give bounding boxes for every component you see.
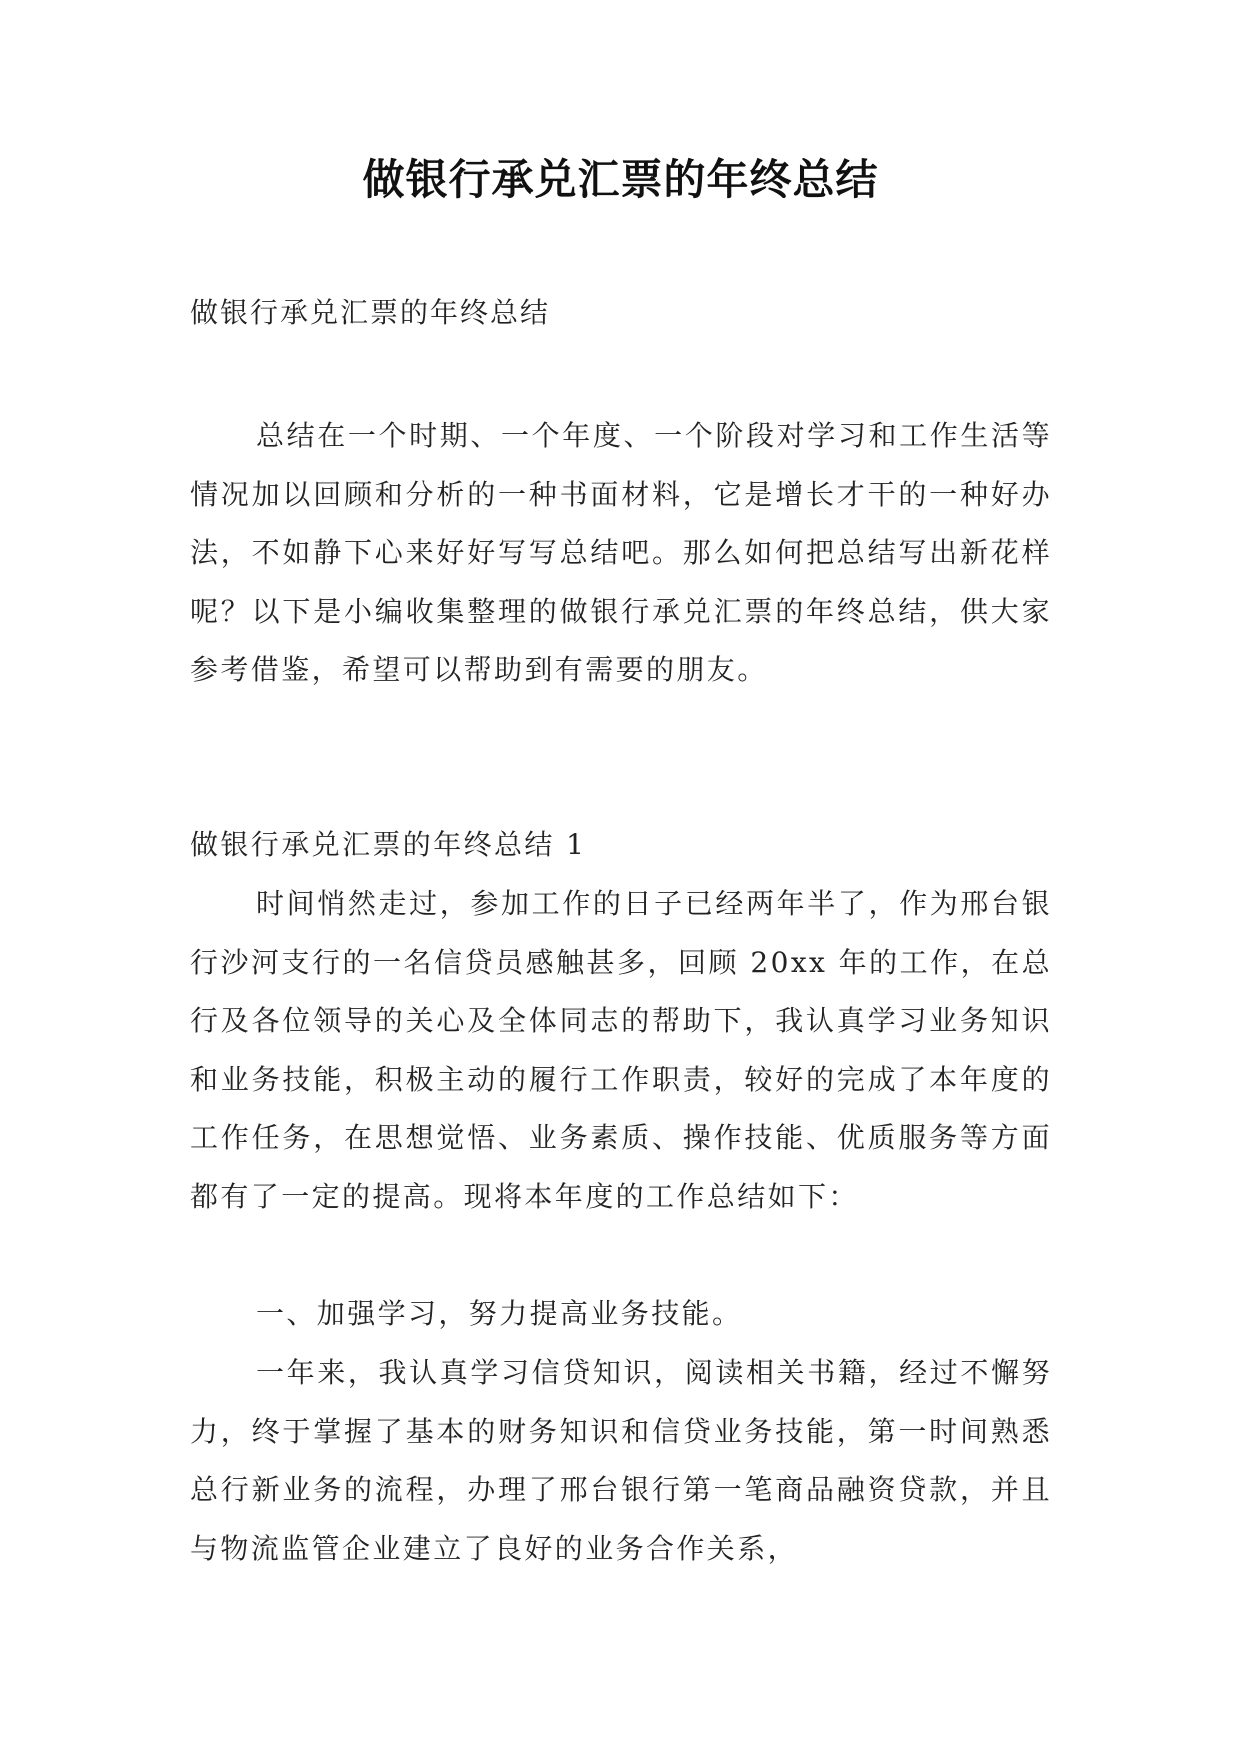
section-heading: 做银行承兑汇票的年终总结 1 <box>190 828 587 861</box>
point-heading: 一、加强学习，努力提高业务技能。 <box>256 1297 743 1330</box>
body-paragraph: 一年来，我认真学习信贷知识，阅读相关书籍，经过不懈努力，终于掌握了基本的财务知识和信贷业务技能，第一时间熟悉总行新业务的流程，办理了邢台银行第一笔商品融资贷款，并且与物流监管企业建立了良好的业务合作关系， <box>190 1356 1052 1565</box>
intro-paragraph: 总结在一个时期、一个年度、一个阶段对学习和工作生活等情况加以回顾和分析的一种书面材料，它是增长才干的一种好办法，不如静下心来好好写写总结吧。那么如何把总结写出新花样呢？以下是小编收集整理的做银行承兑汇票的年终总结，供大家参考借鉴，希望可以帮助到有需要的朋友。 <box>190 419 1052 687</box>
document-subtitle: 做银行承兑汇票的年终总结 <box>190 296 551 329</box>
document-title: 做银行承兑汇票的年终总结 <box>362 155 879 204</box>
body-paragraph: 时间悄然走过，参加工作的日子已经两年半了，作为邢台银行沙河支行的一名信贷员感触甚多，回顾 20xx 年的工作，在总行及各位领导的关心及全体同志的帮助下，我认真学习业务知识和业务技能，积极主动的履行工作职责，较好的完成了本年度的工作任务，在思想觉悟、业务素质、操作技能、优质服务等方面都有了一定的提高。现将本年度的工作总结如下： <box>190 887 1052 1213</box>
